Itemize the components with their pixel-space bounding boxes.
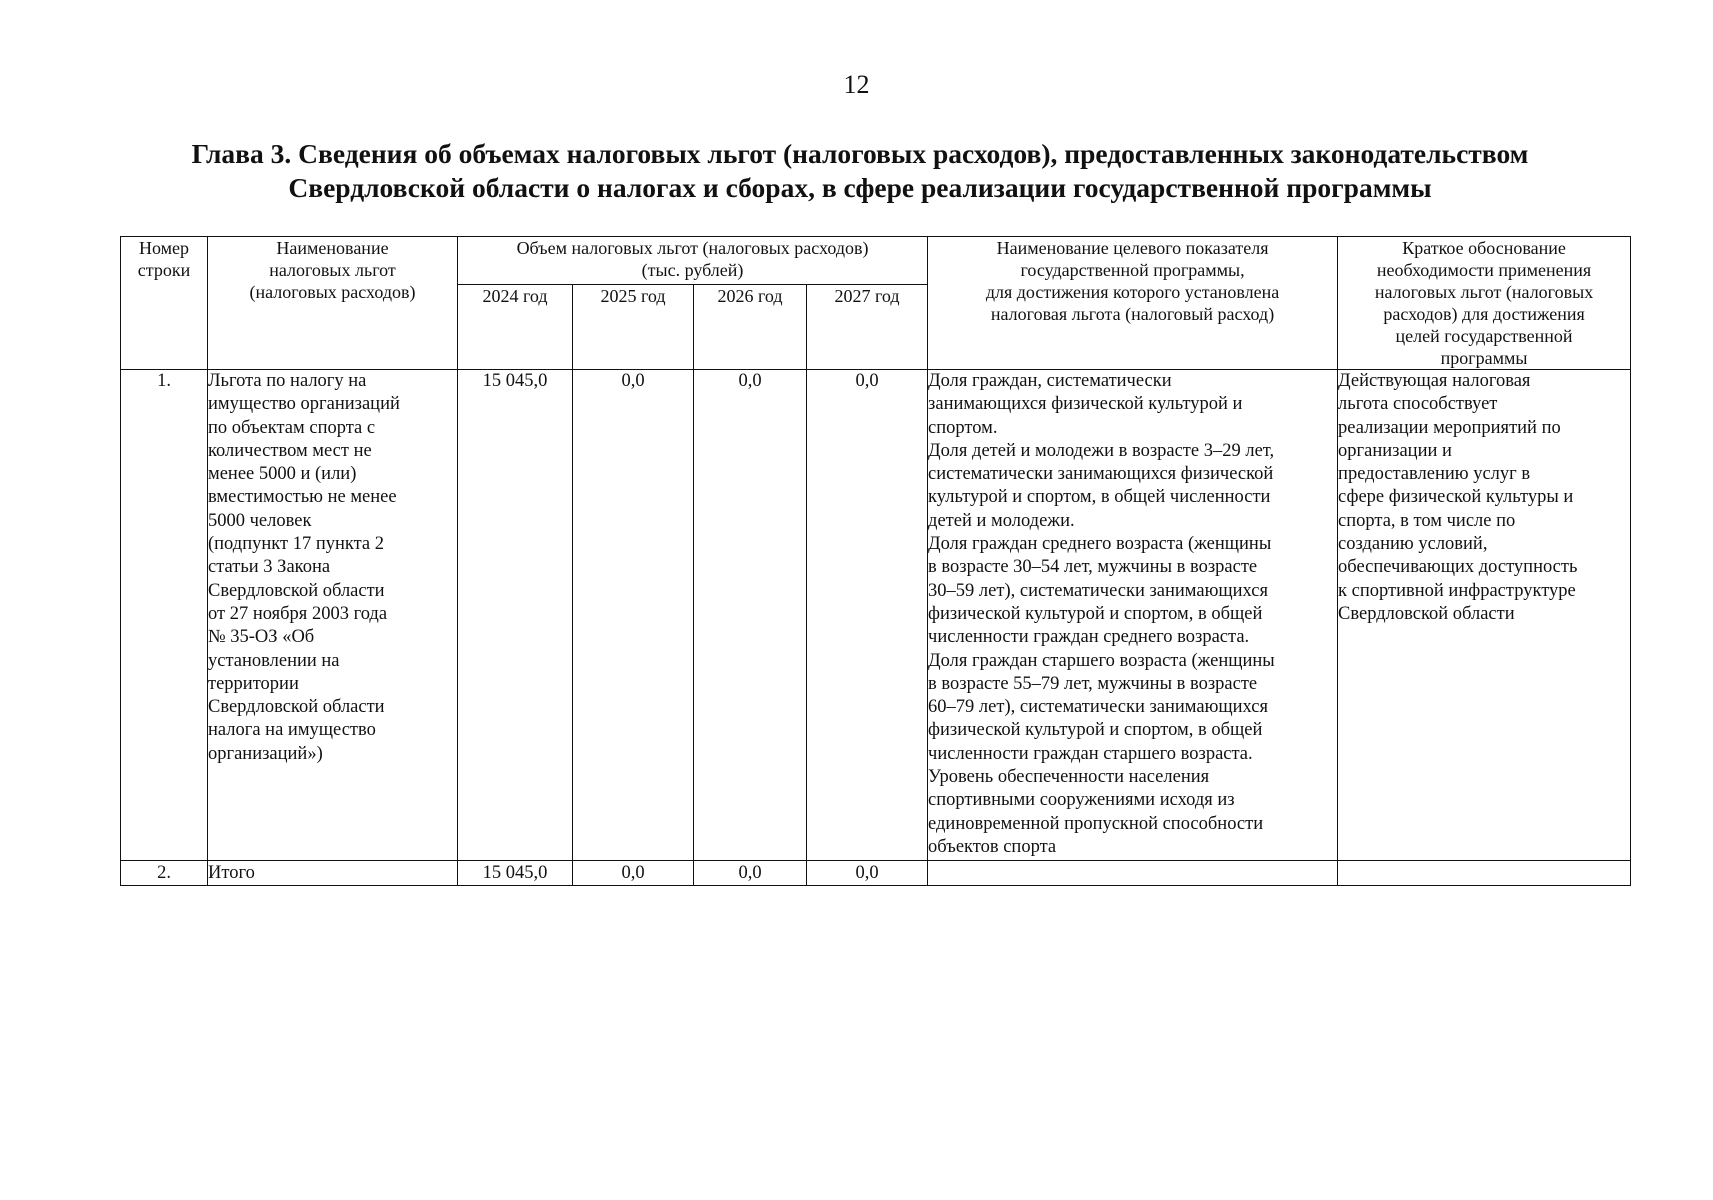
cell-text: Действующая налоговая <box>1338 371 1531 391</box>
header-text: (налоговых расходов) <box>249 282 416 302</box>
cell-text: 30–59 лет), систематически занимающихся <box>928 580 1268 601</box>
cell-text: 60–79 лет), систематически занимающихся <box>928 697 1268 718</box>
cell-text: Уровень обеспеченности населения <box>928 767 1210 788</box>
value-2025-cell: 0,0 <box>573 861 694 886</box>
justification-cell <box>1338 861 1631 886</box>
page-number: 12 <box>843 70 870 99</box>
cell-text: 5000 человек <box>208 510 312 531</box>
cell-text: Свердловской области <box>208 697 385 718</box>
cell-text: единовременной пропускной способности <box>928 813 1264 834</box>
row-number-cell: 2. <box>121 861 208 886</box>
header-text: Наименование целевого показателя <box>996 238 1269 258</box>
cell-text: физической культурой и спортом, в общей <box>928 720 1263 741</box>
cell-text: численности граждан среднего возраста. <box>928 627 1250 648</box>
header-text: (тыс. рублей) <box>641 260 744 280</box>
cell-text: в возрасте 30–54 лет, мужчины в возрасте <box>928 557 1258 578</box>
header-text: налоговых льгот (налоговых <box>1374 282 1594 302</box>
header-text: программы <box>1440 348 1528 368</box>
cell-text: физической культурой и спортом, в общей <box>928 603 1263 624</box>
justification-cell <box>1338 370 1631 861</box>
header-text: для достижения которого установлена <box>985 282 1280 302</box>
cell-text: установлении на <box>208 650 340 671</box>
value-2024-cell: 15 045,0 <box>458 861 573 886</box>
cell-text: (подпункт 17 пункта 2 <box>208 534 385 555</box>
cell-text: по объектам спорта с <box>208 417 376 438</box>
cell-text: от 27 ноября 2003 года <box>208 603 388 624</box>
cell-text: реализации мероприятий по <box>1338 417 1561 438</box>
cell-text: Доля детей и молодежи в возрасте 3–29 лет, <box>928 440 1275 461</box>
cell-text: вместимостью не менее <box>208 487 397 508</box>
chapter-title <box>130 137 1590 205</box>
header-text: Номер <box>138 238 190 258</box>
tax-benefits-table <box>120 236 1631 886</box>
table-row-total <box>121 861 1631 886</box>
cell-text: Свердловской области <box>1338 603 1515 624</box>
header-text: налоговая льгота (налоговый расход) <box>990 304 1275 324</box>
header-text: Краткое обоснование <box>1402 238 1566 258</box>
header-year-2024: 2024 год <box>458 285 573 370</box>
header-text: государственной программы, <box>1020 260 1245 280</box>
value-2025-cell: 0,0 <box>573 370 694 861</box>
cell-text: спорта, в том числе по <box>1338 510 1516 531</box>
cell-text: предоставлению услуг в <box>1338 464 1531 485</box>
header-year-2026: 2026 год <box>694 285 807 370</box>
cell-text: имущество организаций <box>208 394 400 415</box>
cell-text: налога на имущество <box>208 720 376 741</box>
value-2027-cell: 0,0 <box>807 370 928 861</box>
cell-text: менее 5000 и (или) <box>208 464 357 485</box>
cell-text: № 35-ОЗ «Об <box>208 627 315 648</box>
cell-text: к спортивной инфраструктуре <box>1338 580 1576 601</box>
header-text: целей государственной <box>1395 326 1573 346</box>
cell-text: Доля граждан среднего возраста (женщины <box>928 534 1272 555</box>
cell-text: занимающихся физической культурой и <box>928 394 1243 415</box>
cell-text: созданию условий, <box>1338 534 1488 555</box>
cell-text: культурой и спортом, в общей численности <box>928 487 1271 508</box>
target-indicator-cell <box>928 370 1338 861</box>
table-row <box>121 370 1631 861</box>
cell-text: объектов спорта <box>928 836 1057 857</box>
cell-text: организации и <box>1338 440 1452 461</box>
header-text: расходов) для достижения <box>1383 304 1585 324</box>
row-number-cell: 1. <box>121 370 208 861</box>
cell-text: спортивными сооружениями исходя из <box>928 790 1235 811</box>
header-justification <box>1338 237 1631 370</box>
cell-text: Свердловской области <box>208 580 385 601</box>
cell-text: Доля граждан, систематически <box>928 371 1172 391</box>
header-year-2027: 2027 год <box>807 285 928 370</box>
benefit-name-cell: Итого <box>208 861 458 886</box>
value-2027-cell: 0,0 <box>807 861 928 886</box>
cell-text: детей и молодежи. <box>928 510 1075 531</box>
cell-text: Доля граждан старшего возраста (женщины <box>928 650 1275 671</box>
header-target-indicator <box>928 237 1338 370</box>
value-2026-cell: 0,0 <box>694 861 807 886</box>
header-text: Наименование <box>276 238 389 258</box>
target-indicator-cell <box>928 861 1338 886</box>
cell-text: систематически занимающихся физической <box>928 464 1274 485</box>
header-year-2025: 2025 год <box>573 285 694 370</box>
value-2024-cell: 15 045,0 <box>458 370 573 861</box>
header-text: Объем налоговых льгот (налоговых расходов) <box>516 238 869 258</box>
cell-text: статьи 3 Закона <box>208 557 331 578</box>
cell-text: организаций») <box>208 743 323 764</box>
cell-text: в возрасте 55–79 лет, мужчины в возрасте <box>928 673 1258 694</box>
header-volume <box>458 237 928 285</box>
cell-text: сфере физической культуры и <box>1338 487 1574 508</box>
cell-text: Льгота по налогу на <box>208 371 367 391</box>
chapter-title-line-2: Свердловской области о налогах и сборах, в сфере реализации государственной программы <box>288 172 1432 203</box>
chapter-title-line-1: Глава 3. Сведения об объемах налоговых льгот (налоговых расходов), предоставленных законодательством <box>191 138 1529 169</box>
cell-text: обеспечивающих доступность <box>1338 557 1578 578</box>
cell-text: количеством мест не <box>208 440 372 461</box>
cell-text: льгота способствует <box>1338 394 1498 415</box>
table-header-row <box>121 237 1631 285</box>
header-text: строки <box>137 260 191 280</box>
cell-text: численности граждан старшего возраста. <box>928 743 1253 764</box>
header-text: необходимости применения <box>1376 260 1592 280</box>
header-benefit-name <box>208 237 458 370</box>
header-text: налоговых льгот <box>269 260 396 280</box>
value-2026-cell: 0,0 <box>694 370 807 861</box>
cell-text: территории <box>208 673 299 694</box>
cell-text: спортом. <box>928 417 998 438</box>
benefit-name-cell <box>208 370 458 861</box>
header-row-number <box>121 237 208 370</box>
